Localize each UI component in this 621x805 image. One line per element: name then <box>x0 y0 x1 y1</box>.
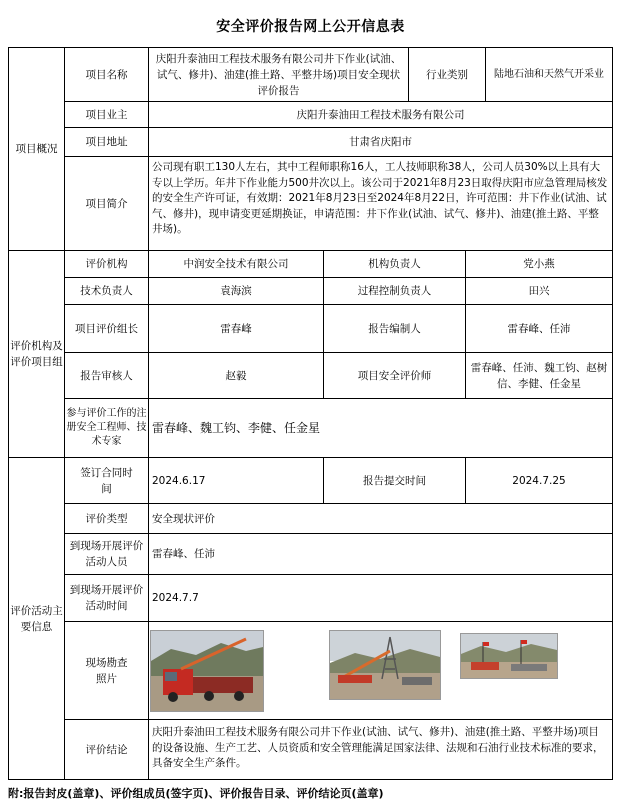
section-project-label: 项目概况 <box>15 143 58 155</box>
report-writer-label: 报告编制人 <box>368 322 421 335</box>
org-value: 中润安全技术有限公司 <box>183 258 289 270</box>
org-head-label: 机构负责人 <box>368 258 421 270</box>
engineers-value: 雷春峰、魏工钧、李健、任金星 <box>152 421 321 435</box>
onsite-time-value: 2024.7.7 <box>152 592 199 604</box>
process-head-label: 过程控制负责人 <box>357 285 432 297</box>
project-name-value: 庆阳升泰油田工程技术服务有限公司井下作业(试油、试气、修井)、油建(推土路、平整井场)项目安全现状评价报告 <box>155 52 402 97</box>
reviewer-value: 赵毅 <box>225 369 247 382</box>
industry-value: 陆地石油和天然气开采业 <box>494 68 604 80</box>
report-writer-value: 雷春峰、任沛 <box>507 322 571 335</box>
owner-label: 项目业主 <box>85 108 128 121</box>
tech-head-label: 技术负责人 <box>80 285 133 297</box>
onsite-staff-value: 雷春峰、任沛 <box>152 548 215 560</box>
engineers-label: 参与评价工作的注册安全工程师、技术专家 <box>66 408 147 447</box>
contract-value: 2024.6.17 <box>152 474 206 487</box>
team-leader-value: 雷春峰 <box>220 322 252 335</box>
page-title: 安全评价报告网上公开信息表 <box>216 19 405 35</box>
submit-value: 2024.7.25 <box>512 474 566 487</box>
section-activity-label: 评价活动主要信息 <box>10 604 63 633</box>
intro-value: 公司现有职工130人左右，其中工程师职称16人，工人技师职称38人，公司人员30%以上具有大专以上学历。年井下作业能力500井次以上。该公司于2021年8月23日取得庆阳市应急管理局核发的安全生产许可证，有效期：2021年8月23日至2024年8月22日，许可范围：井下作业(试油、试气、修井)，现申请变更延期换证，申请范围：井下作业(试油、试气、修井)、油建(推土路、平整井场)。 <box>152 161 608 235</box>
site-photo-3 <box>460 633 558 679</box>
conclusion-label: 评价结论 <box>85 743 128 756</box>
team-leader-label: 项目评价组长 <box>75 322 138 335</box>
conclusion-value: 庆阳升泰油田工程技术服务有限公司井下作业(试油、试气、修井)、油建(推土路、平整井场)项目的设备设施、生产工艺、人员资质和安全管理能满足国家法律、法规和石油行业技术标准的要求，具备安全生产条件。 <box>152 726 604 769</box>
industry-label: 行业类别 <box>426 68 468 81</box>
org-head-value: 党小燕 <box>523 258 555 270</box>
submit-label: 报告提交时间 <box>363 474 426 487</box>
project-name-label: 项目名称 <box>85 68 128 81</box>
address-value: 甘肃省庆阳市 <box>349 136 412 148</box>
onsite-time-label: 到现场开展评价活动时间 <box>69 584 144 612</box>
photos-label: 现场勘查照片 <box>85 656 128 685</box>
owner-value: 庆阳升泰油田工程技术服务有限公司 <box>296 108 465 121</box>
contract-label: 签订合同时间 <box>80 466 133 495</box>
process-head-value: 田兴 <box>528 285 550 297</box>
site-photo-1 <box>150 630 264 712</box>
project-assessor-label: 项目安全评价师 <box>357 369 432 382</box>
footer-note: 附:报告封皮(盖章)、评价组成员(签字页)、评价报告目录、评价结论页(盖章) <box>8 787 384 800</box>
type-label: 评价类型 <box>85 512 128 525</box>
section-agency-label: 评价机构及评价项目组 <box>10 340 63 368</box>
project-assessor-value: 雷春峰、任沛、魏工钧、赵树信、李健、任金星 <box>470 361 608 390</box>
address-label: 项目地址 <box>85 136 128 148</box>
tech-head-value: 袁海滨 <box>220 285 252 297</box>
intro-label: 项目简介 <box>85 197 128 210</box>
type-value: 安全现状评价 <box>152 512 215 525</box>
reviewer-label: 报告审核人 <box>80 369 133 382</box>
org-label: 评价机构 <box>85 258 128 270</box>
site-photo-2 <box>329 630 441 700</box>
onsite-staff-label: 到现场开展评价活动人员 <box>69 540 144 568</box>
